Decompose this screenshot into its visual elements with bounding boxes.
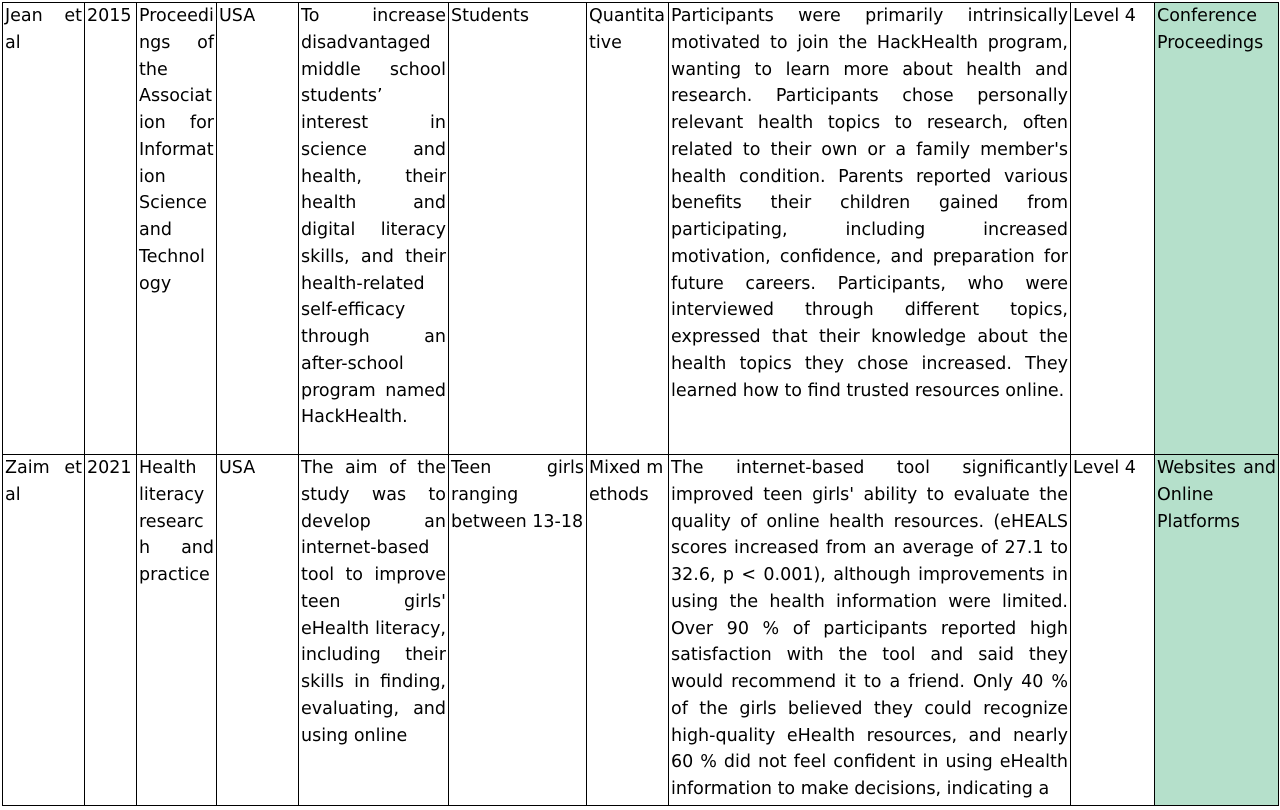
author-cell: Jean et al: [3, 3, 85, 455]
findings-cell: Participants were primarily intrinsically motivated to join the HackHealth program, wanting to learn more about health and research. Participants chose personally relevant health topics to research, often related to their own or a family member's health condition. Parents reported various benefits their children gained from participating, including increased motivation, confidence, and preparation for future careers. Participants, who were interviewed through different topics, expressed that their knowledge about the health topics they chose increased. They learned how to find trusted resources online.: [669, 3, 1071, 455]
level-cell: Level 4: [1071, 455, 1155, 806]
population-cell: Students: [449, 3, 587, 455]
venue-cell: Health literacy research and practice: [137, 455, 217, 806]
method-cell: Mixed methods: [587, 455, 669, 806]
year-cell: 2021: [85, 455, 137, 806]
level-cell: Level 4: [1071, 3, 1155, 455]
source-type-cell: Websites and Online Platforms: [1155, 455, 1279, 806]
findings-cell: The internet-based tool significantly improved teen girls' ability to evaluate the quality of online health resources. (eHEALS scores increased from an average of 27.1 to 32.6, p < 0.001), although improvements in using the health information were limited. Over 90 % of participants reported high satisfaction with the tool and said they would recommend it to a friend. Only 40 % of the girls believed they could recognize high-quality eHealth resources, and nearly 60 % did not feel confident in using eHealth information to make decisions, indicating a: [669, 455, 1071, 806]
country-cell: USA: [217, 455, 299, 806]
author-cell: Zaim et al: [3, 455, 85, 806]
aim-cell: To increase disadvantaged middle school students’ interest in science and health, their health and digital literacy skills, and their health-related self-efficacy through an after-school program named HackHealth.: [299, 3, 449, 455]
table-row: [3, 3, 1279, 455]
table-row: [3, 455, 1279, 806]
year-cell: 2015: [85, 3, 137, 455]
source-type-cell: Conference Proceedings: [1155, 3, 1279, 455]
method-cell: Quantitative: [587, 3, 669, 455]
population-cell: Teen girls ranging between 13-18: [449, 455, 587, 806]
venue-cell: Proceedings of the Association for Information Science and Technology: [137, 3, 217, 455]
country-cell: USA: [217, 3, 299, 455]
studies-table: [2, 2, 1279, 806]
aim-cell: The aim of the study was to develop an internet-based tool to improve teen girls' eHealth literacy, including their skills in finding, evaluating, and using online: [299, 455, 449, 806]
